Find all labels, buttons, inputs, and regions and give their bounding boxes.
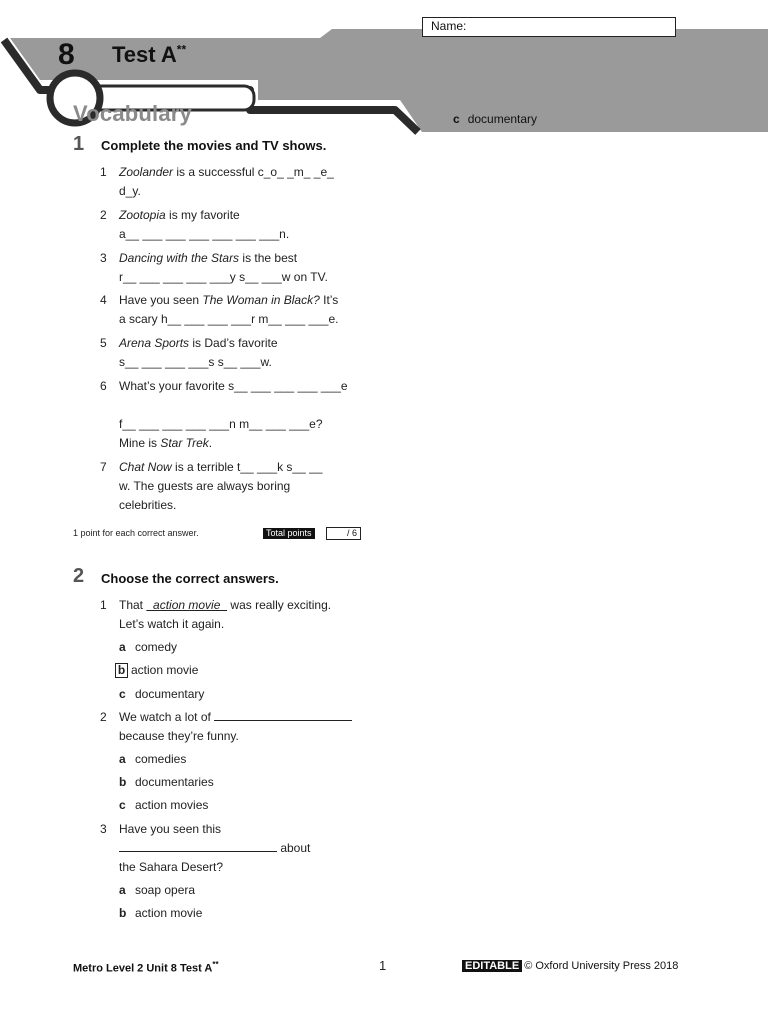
vocab-item-2: 2 Zootopia is my favorite a__ ___ ___ ___ ___ ___ ___n.	[100, 208, 290, 241]
q1-option-a[interactable]: a comedy	[119, 640, 178, 654]
q2-option-a[interactable]: a comedies	[119, 752, 187, 766]
total-points-label: Total points	[263, 528, 315, 539]
answer-blank-3[interactable]	[119, 839, 277, 852]
section-2-number: 2	[73, 565, 85, 587]
unit-number: 8	[58, 38, 75, 71]
editable-badge: EDITABLE	[462, 960, 522, 972]
vocab-item-1: 1 Zoolander is a successful c_o_ _m_ _e_ d_y.	[100, 165, 334, 198]
q1-option-b[interactable]: b action movie	[119, 663, 198, 678]
name-field[interactable]	[422, 17, 676, 37]
section-heading-vocabulary: Vocabulary	[73, 101, 192, 126]
q2-option-c[interactable]: c action movies	[119, 798, 209, 812]
question-2: 2 We watch a lot of because they’re funny.	[119, 708, 352, 746]
section-1-number: 1	[73, 133, 85, 155]
q2-option-b[interactable]: b documentaries	[119, 775, 214, 789]
section-2-instruction: Choose the correct answers.	[101, 571, 279, 586]
footer-copyright: EDITABLE © Oxford University Press 2018	[462, 960, 678, 972]
q3-option-a[interactable]: a soap opera	[119, 883, 196, 897]
total-points-box[interactable]: / 6	[326, 527, 361, 540]
points-note: 1 point for each correct answer.	[73, 528, 199, 538]
vocab-item-5: 5 Arena Sports is Dad’s favorite s__ ___ ___ ___s s__ ___w.	[100, 336, 278, 369]
name-label: Name:	[431, 19, 467, 33]
q3-option-b[interactable]: b action movie	[119, 906, 203, 920]
vocab-item-7: 7 Chat Now is a terrible t__ ___k s__ __ w. The guests are always boring celebrities.	[100, 460, 323, 512]
vocab-item-6: 6 What’s your favorite s__ ___ ___ ___ ___e	[100, 379, 348, 393]
vocab-item-6-cont: f__ ___ ___ ___ ___n m__ ___ ___e? Mine is Star Trek.	[119, 417, 323, 450]
stray-option: c documentary	[453, 112, 538, 126]
page-number: 1	[379, 958, 387, 973]
vocab-item-4: 4 Have you seen The Woman in Black? It’s a scary h__ ___ ___ ___r m__ ___ ___e.	[100, 293, 339, 326]
selected-answer-box: b	[115, 663, 128, 678]
question-3: 3 Have you seen this about the Sahara Desert?	[100, 822, 311, 874]
section-1-instruction: Complete the movies and TV shows.	[101, 138, 327, 153]
question-1: 1 That action movie was really exciting. Let’s watch it again.	[100, 598, 332, 631]
test-title: Test A**	[112, 42, 187, 67]
answer-blank-1[interactable]: action movie	[153, 598, 221, 612]
q1-option-c[interactable]: c documentary	[119, 687, 205, 701]
answer-blank-2[interactable]	[214, 708, 352, 721]
footer-course-info: Metro Level 2 Unit 8 Test A**	[73, 960, 219, 975]
vocab-item-3: 3 Dancing with the Stars is the best r__ ___ ___ ___ ___y s__ ___w on TV.	[100, 251, 328, 284]
